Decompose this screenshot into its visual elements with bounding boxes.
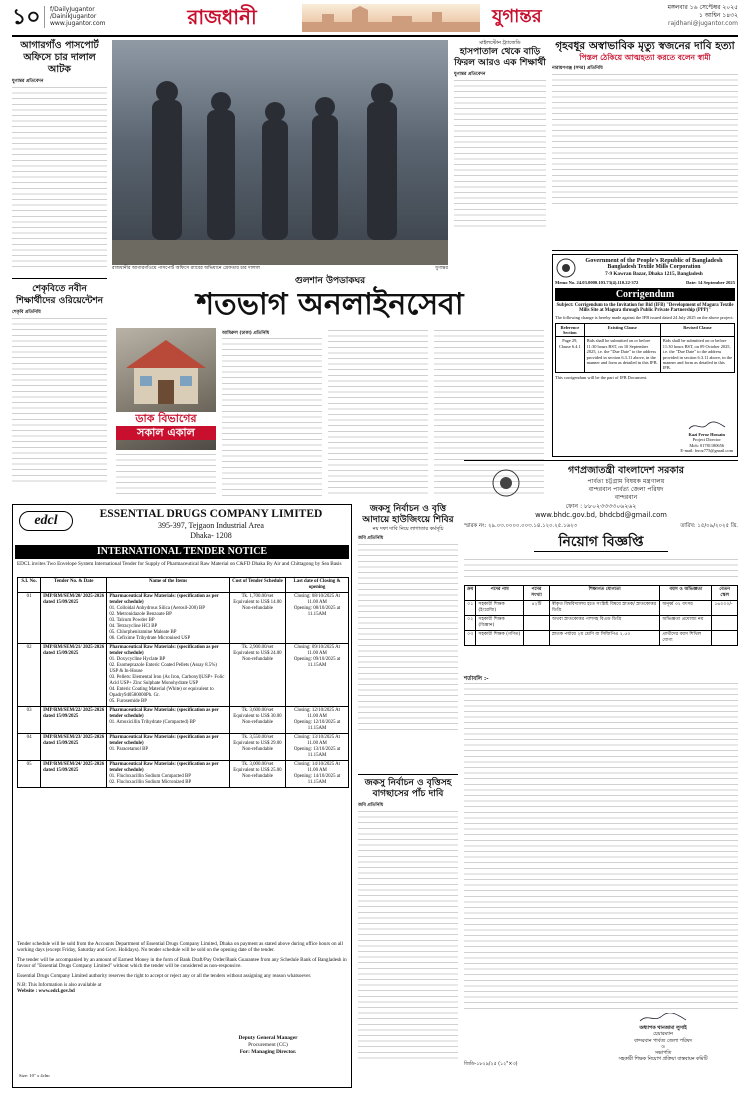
edcl-notice-title: INTERNATIONAL TENDER NOTICE — [15, 545, 349, 559]
hardship-subhead: নয় দফা দাবি নিয়ে লাগাতার কর্মসূচি — [372, 526, 444, 532]
edcl-table-header — [18, 578, 349, 593]
govt-row-post: সহকারী শিক্ষক (গণিত) — [476, 631, 524, 646]
corr-signature — [680, 421, 733, 453]
skyline-illustration — [302, 4, 480, 32]
skyline-icon — [302, 4, 480, 32]
boycott-headline: জকসু নির্বাচন ও বৃত্তিসহ বাগছাসের পাঁচ দাবি — [364, 778, 452, 799]
date-gregorian: মঙ্গলবার ১৬ সেপ্টেম্বর ২০২৫ — [667, 4, 738, 11]
govt-row-sl: ০৩ — [465, 631, 476, 646]
corr-memo: Memo No. 24.03.0000.103.73(4).110.22-372 — [555, 279, 639, 285]
edcl-row-tender: IMP/RM/SEM/24/ 2025-2026 dated 15/09/2025 — [41, 761, 107, 788]
govt-council: বান্দরবান পার্বত্য জেলা পরিষদ — [588, 486, 664, 493]
passport-photo-caption-row — [112, 266, 448, 272]
corrigendum-ad — [552, 254, 738, 457]
hardship-body — [358, 544, 458, 734]
govt-row-post: সহকারী শিক্ষক (ইংরেজি) — [476, 601, 524, 616]
section-email: rajdhani@jugantor.com — [668, 20, 738, 27]
postal-graphic-line2: সকাল একাল — [116, 426, 216, 440]
corr-ref: Page 29, Clause 6.4.1 — [556, 337, 585, 372]
table-row — [465, 616, 738, 631]
orientation-byline: শেকৃবি প্রতিনিধি — [12, 310, 41, 315]
edcl-tender-ad — [12, 504, 352, 1088]
boycott-byline: জবি প্রতিনিধি — [358, 803, 384, 808]
edcl-row-tender: IMP/RM/SEM/21/ 2025-2026 dated 15/09/2025 — [41, 644, 107, 707]
govt-col-count: পদের সংখ্যা — [524, 586, 550, 601]
govt-row-age: প্রার্থীদের বয়স শিথিল যোগ্য — [660, 631, 712, 646]
corr-signer-mobile: Mob: 01781180656 — [689, 442, 725, 448]
edcl-sign-dept: Procurement (CC) — [248, 1042, 288, 1048]
passport-body — [12, 87, 107, 269]
govt-memo: স্মারক নং: ২৯.০৩.০০০০.০০৩.১৪.১২০.২৫.১৬২৩ — [464, 523, 578, 529]
corr-col-revised: Revised Clause — [660, 323, 734, 337]
postal-kicker: গুলশান উপডাকঘর — [294, 276, 366, 286]
edcl-row-items-list: 01. Doxycycline Hyclate BP 02. Esomeprazole Enteric Coated Pellets (Assay 8.5%) USP & In-House 03. Pellets: Elemental Iron (As Iron, Carbonyl)USP+ Folic Acid USP+ Zinc Sulphate Monohydrate USP 04. Enteric Coating Material (White) or equivalent to Opadry940580000Ph. Gr. 05. Furosemide BP — [109, 657, 225, 704]
hardship-headline: জকসু নির্বাচন ও বৃত্তি আদায়ে হাউজিংয়ে শিবির — [362, 504, 454, 525]
edcl-row-cost: Tk. 3,000.00/set Equivalent to US$ 25.00 Non-refundable — [229, 761, 285, 788]
corr-col-existing: Existing Clause — [584, 323, 660, 337]
govt-col-sl: ক্রম — [465, 586, 476, 601]
facebook-link[interactable]: f/DailyJugantor — [50, 6, 95, 13]
people-figures-icon — [112, 40, 448, 265]
edcl-row-items-head: Pharmaceutical Raw Materials: (specification as per tender schedule) — [109, 708, 219, 719]
edcl-row-tender: IMP/RM/SEM/23/ 2025-2026 dated 15/09/2025 — [41, 734, 107, 761]
table-row — [465, 601, 738, 616]
govt-signer-committee: সহকারী শিক্ষক নিয়োগ প্রক্রিয়া বাস্তবায়ন কমিটি — [618, 1057, 708, 1063]
table-row — [465, 631, 738, 646]
hostel-headline: হাসপাতাল থেকে বাড়ি ফিরল আরও এক শিক্ষার্থী — [454, 47, 546, 68]
govt-row-qual: স্বীকৃত বিশ্ববিদ্যালয় হতে সংশ্লিষ্ট বিষয়ে স্নাতক/ স্নাতকোত্তর ডিগ্রি — [550, 601, 660, 616]
bangladesh-emblem-icon — [556, 258, 576, 278]
edcl-col-items: Name of the Items — [107, 578, 229, 593]
govt-signature — [590, 1013, 736, 1063]
table-row — [18, 593, 349, 644]
table-row — [18, 761, 349, 788]
corr-footnote: This corrigendum will be the part of IFB Document. — [555, 374, 648, 380]
govt-notice-title: নিয়োগ বিজ্ঞপ্তি — [534, 533, 668, 552]
story-hostel — [454, 40, 546, 272]
govt-posts-table — [464, 585, 738, 646]
housewife-body — [552, 74, 738, 204]
govt-row-sl: ০১ — [465, 601, 476, 616]
govt-row-post: সহকারী শিক্ষক (বিজ্ঞান) — [476, 616, 524, 631]
edcl-sign-for: For: Managing Director. — [239, 1049, 297, 1055]
edcl-row-closing: Closing: 12/10/2025 At 11.00 AM Opening: 12/10/2025 at 11.15AM — [286, 707, 349, 734]
govt-row-qual: স্নাতক পর্যায়ে ২য় শ্রেণি বা সিজিপিএ ২.৫০ — [550, 631, 660, 646]
edcl-row-items-list: 01. Flucloxacillin Sodium Compacted BP 02. Flucloxacillin Sodium Micronized BP — [109, 774, 192, 785]
story-orientation — [12, 284, 107, 498]
edcl-col-sl: S.I. No. — [18, 578, 41, 593]
govt-row-scale: ১৬০০০/- — [712, 601, 738, 616]
housewife-rule — [552, 250, 738, 251]
story-housewife — [552, 40, 738, 240]
edcl-row-closing: Closing: 13/10/2025 At 11.00 AM Opening: 13/10/2025 at 11.15AM — [286, 734, 349, 761]
section-title: রাজধানী — [162, 4, 282, 30]
postal-graphic — [116, 328, 216, 450]
edcl-row-sl: 05 — [18, 761, 41, 788]
edcl-row-sl: 01 — [18, 593, 41, 644]
govt-conditions-title: শর্তাবলি :- — [464, 676, 489, 682]
brand-logo: যুগান্তর — [492, 6, 542, 27]
edcl-footer2: The tender will be accompanied by an amount of Earnest Money in the form of Bank Draft/Pay Order/Bank Guarantee from any Schedule Bank of Bangladesh in favour of "Essential Drugs Company Limited" without which the tender will be considered as non-responsive. — [17, 956, 347, 970]
edcl-row-sl: 03 — [18, 707, 41, 734]
social-links — [50, 6, 106, 27]
edcl-row-items-head: Pharmaceutical Raw Materials: (specification as per tender schedule) — [109, 762, 219, 773]
edcl-row-cost: Tk. 2,900.00/set Equivalent to US$ 24.00 Non-refundable — [229, 644, 285, 707]
boycott-rule — [358, 774, 458, 775]
govt-row-sl: ০২ — [465, 616, 476, 631]
edcl-row-items-head: Pharmaceutical Raw Materials: (specification as per tender schedule) — [109, 594, 219, 605]
govt-col-scale: বেতন স্কেল — [712, 586, 738, 601]
corr-memo-row — [555, 280, 735, 286]
edcl-row-items — [107, 761, 229, 788]
edcl-size: Size: 10" x 4clm — [19, 1073, 50, 1078]
edcl-row-sl: 02 — [18, 644, 41, 707]
edcl-row-items — [107, 734, 229, 761]
govt-signer-sub: ও — [661, 1044, 665, 1050]
corr-signer-title: Project Director — [692, 437, 721, 443]
govt-notice-top-rule — [464, 460, 738, 461]
edcl-row-cost: Tk. 3,600.00/set Equivalent to US$ 30.00 Non-refundable — [229, 707, 285, 734]
corr-table — [555, 323, 735, 373]
housewife-byline: নারায়ণগঞ্জ (সদর) প্রতিনিধি — [552, 66, 603, 71]
edcl-nb: N.B: This Information is also available at — [17, 982, 102, 989]
govt-signer-role: সভাপতি — [654, 1051, 672, 1057]
housewife-subhead: পিস্তল ঠেকিয়ে আত্মহত্যা করতে বলেন স্বামী — [579, 53, 711, 62]
corr-col-ref: Reference Section — [556, 323, 585, 337]
edcl-row-items-list: 01. Amoxicillin Trihydrate (Compacted) BP — [109, 720, 196, 725]
edcl-footer — [17, 941, 349, 995]
orientation-rule — [12, 278, 107, 279]
edcl-row-closing: Closing: 08/10/2025 At 11.00 AM Opening: 08/10/2025 at 11.15AM — [286, 593, 349, 644]
edcl-col-cost: Cost of Tender Schedule — [229, 578, 285, 593]
website-link[interactable]: www.jugantor.com — [50, 20, 106, 27]
orientation-headline: শেকৃবিতে নবীন শিক্ষার্থীদের ওরিয়েন্টেশন — [15, 284, 104, 306]
govt-row-scale — [712, 616, 738, 631]
table-row — [18, 734, 349, 761]
edcl-address: 395-397, Tejgaon Industrial Area — [158, 521, 264, 530]
edcl-row-items-list: 01. Colloidal Anhydrous Silica (Aerosil-200) BP 02. Metronidazole Benzoate BP 03. Talcum Powder BP 04. Tetracycline HCl BP 05. Chlorpheniramine Maleate BP 06. Cefixime Trihydrate Micronised USP — [109, 606, 205, 641]
edcl-company: ESSENTIAL DRUGS COMPANY LIMITED — [99, 508, 323, 520]
story-boycott — [358, 778, 458, 1088]
edcl-website[interactable]: Website : www.edcl.gov.bd — [17, 988, 75, 995]
post-office-icon — [116, 328, 216, 408]
passport-photo-caption: রাজধানীর আগারগাঁওয়ে পাসপোর্ট অফিসে র‌্যাবের অভিযানে গ্রেফতার চার দালাল — [112, 266, 261, 271]
govt-title: গণপ্রজাতন্ত্রী বাংলাদেশ সরকার — [568, 465, 684, 476]
govt-col-age: বয়স ও অভিজ্ঞতা — [660, 586, 712, 601]
orientation-body — [12, 318, 107, 486]
edcl-row-tender: IMP/RM/SEM/20/ 2025-2026 dated 15/09/2025 — [41, 593, 107, 644]
hostel-body — [454, 80, 546, 228]
passport-byline: যুগান্তর প্রতিবেদন — [12, 79, 44, 84]
masthead — [12, 4, 738, 34]
govt-city: বান্দরবান — [614, 494, 638, 501]
corr-revised: Bids shall be submitted on or before 11:30 hours BST, on 09 October 2025, i.e. the "Due Date" to the address provided in section 6.3.11 above, in the manner and form as detailed in this IFB. — [660, 337, 734, 372]
govt-row-age: অনূর্ধ্ব ৩২ বৎসর — [660, 601, 712, 616]
govt-notice — [464, 463, 738, 1088]
govt-memo-row — [464, 523, 738, 530]
govt-intro — [464, 559, 738, 581]
table-row — [18, 644, 349, 707]
boycott-body — [358, 811, 458, 1061]
edcl-row-closing: Closing: 09/10/2025 At 11.00 AM Opening: 09/10/2025 at 11.15AM — [286, 644, 349, 707]
corr-address: 7-9 Kawran Bazar, Dhaka 1215, Bangladesh — [605, 271, 703, 277]
edcl-row-items-list: 01. Paracetamol BP — [109, 747, 149, 752]
header-divider — [44, 6, 45, 28]
corr-subject: Subject: Corrigendum to the Invitation for Bid (IFB) "Development of Magura Textile Mills Site at Magura through Public Private Partnership (PPP)" — [556, 302, 734, 314]
corr-org: Bangladesh Textile Mills Corporation — [607, 264, 701, 270]
edcl-col-closing: Last date of Closing & opening — [286, 578, 349, 593]
govt-row-scale — [712, 631, 738, 646]
passport-raid-photo — [112, 40, 448, 265]
story-passport — [12, 40, 107, 272]
govt-signer-title: চেয়ারম্যান — [653, 1032, 673, 1038]
edcl-row-sl: 04 — [18, 734, 41, 761]
edcl-row-items — [107, 593, 229, 644]
postal-body-col2 — [328, 330, 428, 496]
govt-signer-org: বান্দরবান পার্বত্য জেলা পরিষদ — [634, 1038, 692, 1044]
postal-headline: শতভাগ অনলাইনসেবা — [196, 287, 464, 322]
govt-phone: ফোন : ৮৮০২৩৩৩৩০৬২৬২ — [565, 503, 637, 510]
passport-photo-credit: যুগান্তর — [435, 266, 448, 271]
govt-row-count: ৪২টি — [524, 601, 550, 616]
govt-row-qual: অথবা স্নাতকোত্তর পাশসহ বিএড ডিগ্রি — [550, 616, 660, 631]
corr-existing: Bids shall be submitted on or before 11:30 hours BST, on 10 September 2025, i.e. the "Due Date" to the address provided in section 6.3.11 above, in the manner and form as detailed in this IFB. — [584, 337, 660, 372]
edcl-row-cost: Tk. 3,550.00/set Equivalent to US$ 29.00 Non-refundable — [229, 734, 285, 761]
date-bengali: ১ আশ্বিন ১৪৩২ — [698, 12, 738, 19]
edcl-tender-table — [17, 577, 349, 788]
housewife-headline: গৃহবধূর অস্বাভাবিক মৃত্যু স্বজনের দাবি হত্যা — [555, 40, 735, 52]
postal-body-col1 — [222, 338, 322, 496]
edcl-row-items-head: Pharmaceutical Raw Materials: (specification as per tender schedule) — [109, 645, 219, 656]
postal-byline: আমিরুল (ঢাকা) প্রতিনিধি — [222, 331, 270, 336]
edcl-row-tender: IMP/RM/SEM/22/ 2025-2026 dated 15/09/2025 — [41, 707, 107, 734]
corr-signer-email: E-mail: feroz775@gmail.com — [680, 447, 733, 453]
page-number: ১০ — [12, 5, 41, 30]
edcl-row-cost: Tk. 1,700.00/set Equivalent to US$ 14.00 Non-refundable — [229, 593, 285, 644]
dateline — [568, 4, 738, 28]
govt-signer-name: অধ্যাপক থানজামা লুসাই — [639, 1026, 687, 1032]
edcl-col-tender: Tender No. & Date — [41, 578, 107, 593]
edcl-row-closing: Closing: 14/10/2025 At 11.00 AM Opening: 14/10/2025 at 11.15AM — [286, 761, 349, 788]
edcl-logo: edcl — [19, 511, 73, 531]
table-row — [18, 707, 349, 734]
edcl-sign-title: Deputy General Manager — [238, 1035, 298, 1041]
corr-gov-title: Government of the People's Republic of Bangladesh — [585, 257, 723, 264]
govt-emblem-icon — [492, 469, 520, 497]
govt-ministry: পার্বত্য চট্টগ্রাম বিষয়ক মন্ত্রণালয় — [587, 478, 665, 485]
edcl-city: Dhaka- 1208 — [190, 531, 232, 540]
edcl-footer1: Tender schedule will be sold from the Accounts Department of Essential Drugs Company Limited, Dhaka on payment as stated above during office hours on all working days (except Friday, Saturday and Govt. Holidays). No tender schedule will be sold on the opening date of the tender. — [17, 941, 343, 954]
corr-date: Date: 14 September 2025 — [685, 279, 735, 285]
corr-intro: The following change is hereby made against the IFB issued dated 24 July 2025 on the above project: — [555, 315, 734, 321]
hardship-byline: জবি প্রতিনিধি — [358, 536, 384, 541]
edcl-intro: EDCL invites Two Envelope System International Tender for Supply of Pharmaceutical Raw Material on C&FD Dhaka By Air and Chittagong by Sea Basis — [17, 561, 342, 567]
govt-row-age: অভিজ্ঞতা প্রযোজ্য নয় — [660, 616, 712, 631]
edcl-signature — [193, 1035, 343, 1056]
edcl-footer3: Essential Drugs Company Limited authority reserves the right to accept or reject any or all the tenders without assigning any reason whatsoever. — [17, 972, 312, 979]
govt-conditions-body — [464, 683, 738, 1009]
edcl-row-items — [107, 707, 229, 734]
signature-icon — [638, 1013, 688, 1023]
govt-ref-code: জিডি-১৮২৯/২৫ (১২"×৩) — [464, 1062, 518, 1067]
govt-row-count — [524, 631, 550, 646]
govt-col-qual: শিক্ষাগত যোগ্যতা — [550, 586, 660, 601]
govt-table-header — [465, 586, 738, 601]
passport-headline: আগারগাঁও পাসপোর্ট অফিসে চার দালাল আটক — [20, 40, 99, 75]
govt-date: তারিখ: ১৫/০৯/২০২৫ খ্রি. — [680, 523, 738, 529]
postal-body-col0 — [116, 454, 216, 496]
govt-row-count — [524, 616, 550, 631]
corr-signer-name: Kazi Feroz Hossain — [688, 432, 725, 438]
youtube-link[interactable]: /DainikJugantor — [50, 13, 97, 20]
postal-graphic-line1: ডাক বিভাগের — [116, 412, 216, 426]
govt-web: www.bhdc.gov.bd, bhdcbd@gmail.com — [535, 511, 667, 519]
govt-col-post: পদের নাম — [476, 586, 524, 601]
signature-icon — [687, 421, 727, 431]
corr-title: Corrigendum — [555, 288, 735, 301]
edcl-row-items — [107, 644, 229, 707]
hostel-byline: যুগান্তর প্রতিবেদন — [454, 72, 486, 77]
header-rule — [12, 35, 738, 37]
edcl-row-items-head: Pharmaceutical Raw Materials: (specification as per tender schedule) — [109, 735, 219, 746]
story-hardship — [358, 504, 458, 768]
hostel-kicker: মাইলস্টোন ট্র্যাজেডি — [479, 40, 521, 46]
